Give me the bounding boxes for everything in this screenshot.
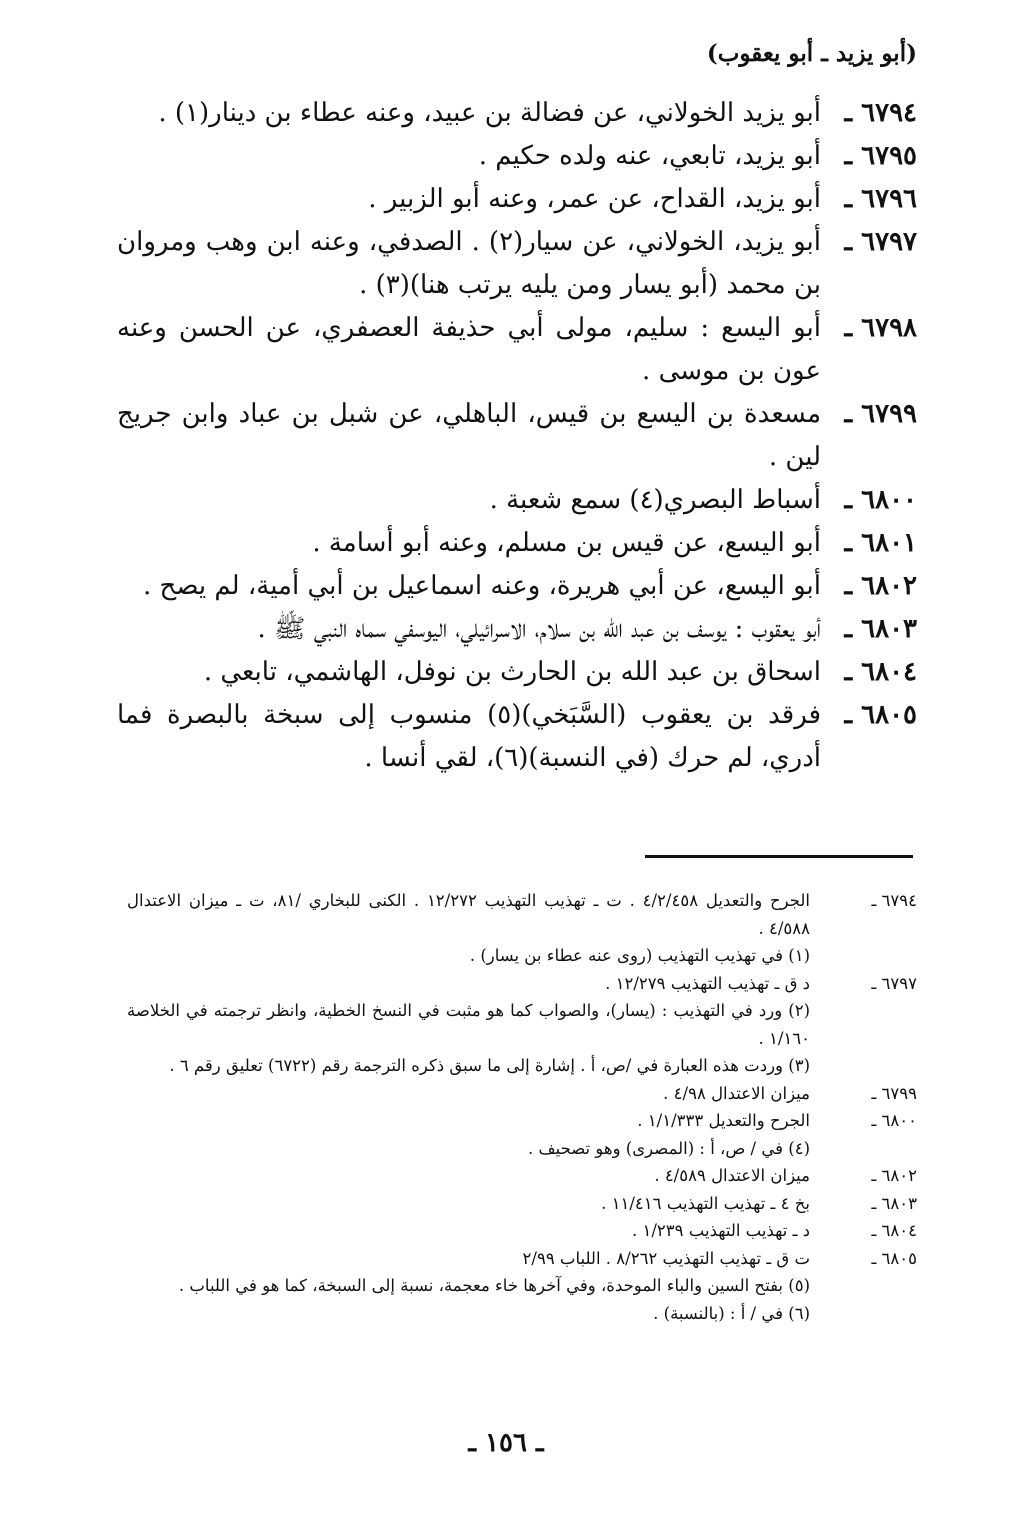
footnote-ref-number: ٦٨٠٣ ـ	[871, 1193, 917, 1213]
footnote	[127, 1052, 917, 1080]
entry-number: ٦٨٠٥ ـ	[844, 700, 917, 730]
entry	[117, 221, 917, 307]
footnote-text: ميزان الاعتدال ٤/٥٨٩ .	[654, 1166, 810, 1185]
footnote-text: بخ ٤ ـ تهذيب التهذيب ١١/٤١٦ .	[601, 1193, 810, 1213]
entry	[117, 307, 917, 393]
footnote	[127, 1135, 917, 1163]
entry-number: ٦٨٠٢ ـ	[844, 571, 917, 601]
footnote-ref-number: ٦٧٩٤ ـ	[871, 891, 917, 910]
entry-number: ٦٧٩٩ ـ	[844, 399, 917, 429]
entry	[117, 178, 917, 221]
footnote-text: الجرح والتعديل ٤/٢/٤٥٨ . ت ـ تهذيب التهذيب ١٢/٢٧٢ . الكنى للبخاري /٨١، ت ـ ميزان الاعتدال ٤/٥٨٨ .	[127, 891, 810, 938]
entry-text: أبو اليسع، عن أبي هريرة، وعنه اسماعيل بن أبي أمية، لم يصح .	[143, 571, 821, 601]
footnote-text: (٢) ورد في التهذيب : (يسار)، والصواب كما هو مثبت في النسخ الخطية، وانظر ترجمته في الخلاصة ١/١٦٠ .	[127, 1001, 810, 1048]
footnote	[127, 1272, 917, 1300]
entry	[117, 565, 917, 608]
footnote-text: (٣) وردت هذه العبارة في /ص، أ . إشارة إلى ما سبق ذكره الترجمة رقم (٦٧٢٢) تعليق رقم ٦ .	[169, 1056, 810, 1075]
entry-text: أبو يزيد، القداح، عن عمر، وعنه أبو الزبير .	[368, 184, 821, 214]
entry	[117, 135, 917, 178]
footnote-ref-number: ٦٧٩٩ ـ	[871, 1083, 917, 1103]
footnote	[127, 887, 917, 942]
footnote-text: (٥) بفتح السين والباء الموحدة، وفي آخرها خاء معجمة، نسبة إلى السبخة، كما هو في اللباب .	[178, 1276, 810, 1295]
footnote	[127, 997, 917, 1052]
entry	[117, 522, 917, 565]
entry-text: أبو يزيد، تابعي، عنه ولده حكيم .	[478, 141, 821, 171]
footnote	[127, 970, 917, 998]
entry-number: ٦٧٩٨ ـ	[844, 313, 917, 343]
footnote-ref-number: ٦٨٠٥ ـ	[871, 1248, 917, 1268]
footnote	[127, 1245, 917, 1273]
footnote-text: ت ق ـ تهذيب التهذيب ٨/٢٦٢ . اللباب ٢/٩٩	[522, 1248, 810, 1268]
entry-number: ٦٧٩٤ ـ	[844, 98, 917, 128]
footnote-separator	[645, 855, 913, 858]
entry	[117, 608, 917, 651]
footnote-ref-number: ٦٧٩٧ ـ	[871, 973, 917, 993]
running-header: (أبو يزيد ـ أبو يعقوب)	[706, 40, 917, 67]
footnote-text: (٤) في / ص، أ : (المصرى) وهو تصحيف .	[528, 1138, 810, 1158]
footnote-text: ميزان الاعتدال ٤/٩٨ .	[663, 1083, 810, 1103]
entry-number: ٦٨٠١ ـ	[844, 528, 917, 558]
entry-number: ٦٧٩٦ ـ	[844, 184, 917, 214]
footnote-text: (٦) في / أ : (بالنسبة) .	[653, 1303, 810, 1323]
footnote-text: د ق ـ تهذيب التهذيب ١٢/٢٧٩ .	[605, 973, 810, 993]
entry-number: ٦٨٠٠ ـ	[844, 485, 917, 515]
footnote-text: د ـ تهذيب التهذيب ١/٢٣٩ .	[632, 1221, 810, 1240]
entry-text: أبو اليسع، عن قيس بن مسلم، وعنه أبو أسامة .	[312, 528, 821, 558]
page-number: ـ ١٥٦ ـ	[468, 1428, 544, 1458]
footnote	[127, 1300, 917, 1328]
footnote-ref-number: ٦٨٠٤ ـ	[871, 1221, 917, 1240]
entries-list	[117, 92, 917, 780]
footnote	[127, 1190, 917, 1218]
footnote	[127, 1080, 917, 1108]
entry-text: مسعدة بن اليسع بن قيس، الباهلي، عن شبل بن عباد وابن جريج لين .	[117, 399, 821, 472]
entry	[117, 651, 917, 694]
entry-text: فرقد بن يعقوب (السَّبَخي)(٥) منسوب إلى سبخة بالبصرة فما أدري، لم حرك (في النسبة)(٦)، لقي أنسا .	[117, 700, 821, 773]
footnotes-list	[127, 887, 917, 1327]
entry-text: أبو يزيد الخولاني، عن فضالة بن عبيد، وعنه عطاء بن دينار(١) .	[158, 98, 821, 128]
footnote	[127, 1162, 917, 1190]
entry	[117, 393, 917, 479]
entry-number: ٦٨٠٤ ـ	[844, 657, 917, 687]
footnote-text: (١) في تهذيب التهذيب (روى عنه عطاء بن يسار) .	[469, 946, 810, 965]
entry-number: ٦٨٠٣ ـ	[844, 614, 917, 644]
entry	[117, 694, 917, 780]
footnote	[127, 1217, 917, 1245]
entry-number: ٦٧٩٧ ـ	[844, 227, 917, 257]
footnote	[127, 942, 917, 970]
entry	[117, 92, 917, 135]
entry-text: أبو يعقوب : يوسف بن عبد الله بن سلام، الاسرائيلي، اليوسفي سماه النبي ﷺ .	[257, 614, 821, 644]
entry-text: أسباط البصري(٤) سمع شعبة .	[489, 485, 821, 515]
footnote-ref-number: ٦٨٠٠ ـ	[871, 1111, 917, 1130]
entry	[117, 479, 917, 522]
entry-text: أبو اليسع : سليم، مولى أبي حذيفة العصفري، عن الحسن وعنه عون بن موسى .	[117, 313, 821, 386]
entry-number: ٦٧٩٥ ـ	[844, 141, 917, 171]
footnote-ref-number: ٦٨٠٢ ـ	[871, 1166, 917, 1185]
footnote-text: الجرح والتعديل ١/١/٣٣٣ .	[637, 1111, 810, 1130]
entry-text: أبو يزيد، الخولاني، عن سيار(٢) . الصدفي، وعنه ابن وهب ومروان بن محمد (أبو يسار ومن يليه يرتب هنا)(٣) .	[117, 227, 821, 300]
footnote	[127, 1107, 917, 1135]
entry-text: اسحاق بن عبد الله بن الحارث بن نوفل، الهاشمي، تابعي .	[203, 657, 821, 687]
